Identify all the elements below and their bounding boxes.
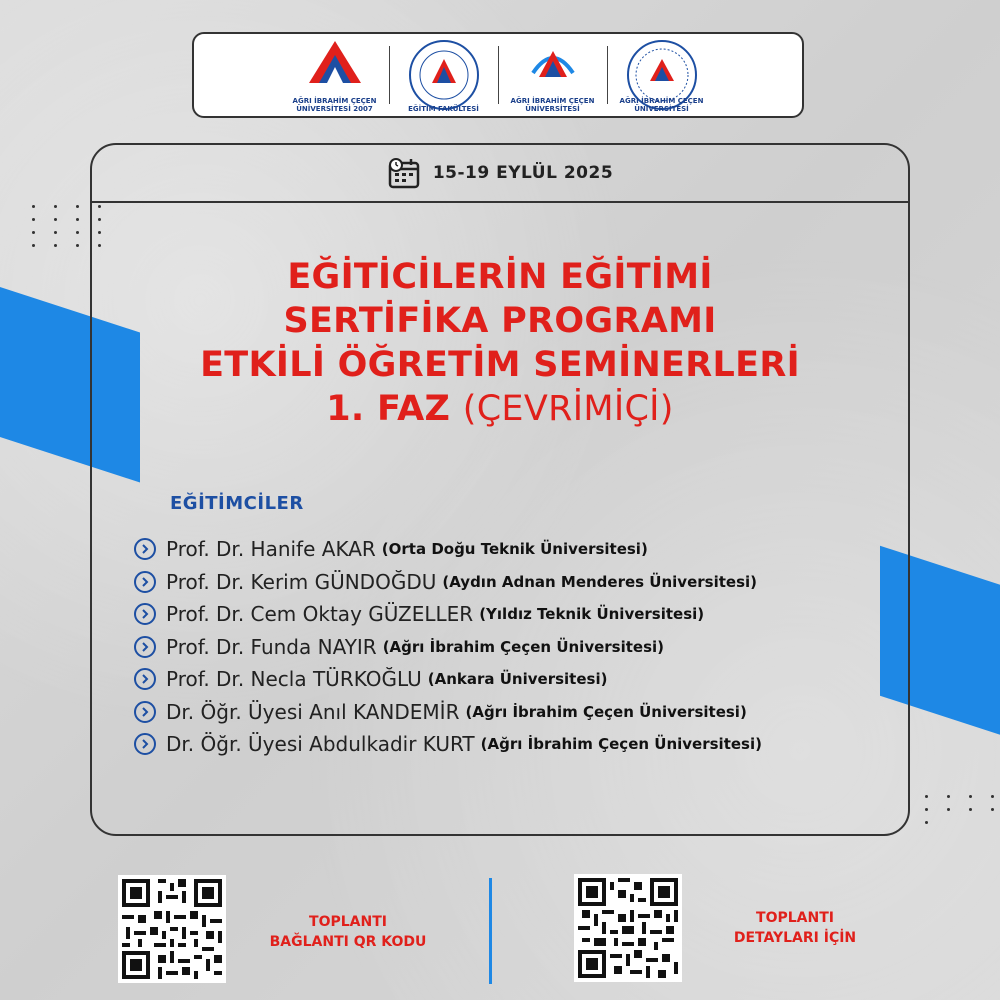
list-item [134,533,894,566]
calendar-clock-icon [387,156,421,190]
trainer-institution: (Ağrı İbrahim Çeçen Üniversitesi) [382,637,665,656]
trainers-list [134,533,894,761]
list-item [134,598,894,631]
meeting-details-qr-code[interactable] [574,874,682,982]
title-line-1: EĞİTİCİLERİN EĞİTİMİ [287,257,713,297]
logo-divider [498,46,499,104]
meeting-link-qr-label [248,912,448,952]
coordination-seal-logo [610,35,714,115]
qr-label-line: TOPLANTI [309,914,387,930]
trainer-institution: (Yıldız Teknik Üniversitesi) [479,605,705,624]
title-line-3: ETKİLİ ÖĞRETİM SEMİNERLERİ [200,345,800,385]
qr-label-line: TOPLANTI [756,910,834,926]
trainer-name: Prof. Dr. Kerim GÜNDOĞDU [166,569,437,594]
trainer-name: Dr. Öğr. Üyesi Anıl KANDEMİR [166,699,460,724]
trainer-institution: (Orta Doğu Teknik Üniversitesi) [381,540,648,559]
coordination-logo-caption: AĞRI İBRAHİM ÇEÇEN ÜNİVERSİTESİ [619,97,704,113]
logo-bar [192,32,804,118]
list-item [134,728,894,761]
chevron-right-icon [134,603,156,625]
chevron-right-icon [134,701,156,723]
logo-divider [389,46,390,104]
faculty-of-education-logo [392,35,496,115]
meeting-details-qr-label [715,908,875,948]
qr-label-line: DETAYLARI İÇİN [733,930,857,946]
chevron-right-icon [134,636,156,658]
chevron-right-icon [134,538,156,560]
event-title [92,255,908,431]
trainer-name: Prof. Dr. Hanife AKAR [166,537,376,562]
phase-label: 1. FAZ [326,389,451,429]
dot-pattern-right [925,795,1000,824]
university-logo-caption: AĞRI İBRAHİM ÇEÇEN ÜNİVERSİTESİ 2007 [292,97,377,113]
list-item [134,566,894,599]
title-line-4 [92,387,908,431]
qr-code-icon [574,874,682,982]
chevron-right-icon [134,733,156,755]
trainer-institution: (Aydın Adnan Menderes Üniversitesi) [442,572,757,591]
trainer-name: Prof. Dr. Funda NAYIR [166,634,377,659]
list-item [134,696,894,729]
title-line-2: SERTİFİKA PROGRAMI [283,301,717,341]
list-item [134,663,894,696]
qr-code-icon [118,875,226,983]
trainers-heading: EĞİTİMCİLER [170,493,304,514]
trainer-institution: (Ağrı İbrahim Çeçen Üniversitesi) [465,702,747,721]
faculty-seal-icon [404,37,484,113]
event-card [90,143,910,836]
phase-mode: (ÇEVRİMİÇİ) [462,389,674,429]
faculty-logo-caption: EĞİTİM FAKÜLTESİ [408,104,479,113]
qr-label-line: BAĞLANTI QR KODU [269,934,427,950]
trainer-name: Dr. Öğr. Üyesi Abdulkadir KURT [166,732,475,757]
logo-divider [607,46,608,104]
trainer-name: Prof. Dr. Cem Oktay GÜZELLER [166,602,474,627]
university-alt-logo-caption: AĞRI İBRAHİM ÇEÇEN ÜNİVERSİTESİ [510,97,595,113]
trainer-institution: (Ağrı İbrahim Çeçen Üniversitesi) [480,735,762,754]
trainer-institution: (Ankara Üniversitesi) [427,670,608,689]
chevron-right-icon [134,571,156,593]
chevron-right-icon [134,668,156,690]
university-logo-alt [501,35,605,115]
date-header [92,145,908,203]
university-logo [283,35,387,115]
event-date: 15-19 EYLÜL 2025 [432,163,614,183]
list-item [134,631,894,664]
section-divider [489,878,492,984]
meeting-link-qr-code[interactable] [118,875,226,983]
trainer-name: Prof. Dr. Necla TÜRKOĞLU [166,667,422,692]
